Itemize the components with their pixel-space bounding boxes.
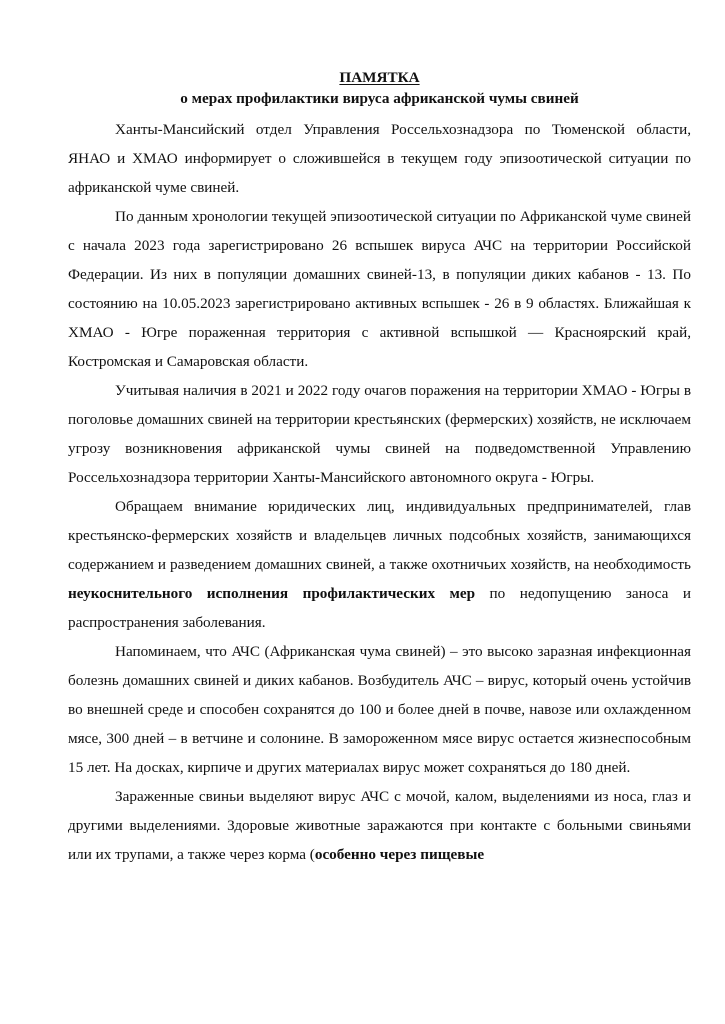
document-subtitle: о мерах профилактики вируса африканской чумы свиней [180, 90, 579, 107]
paragraph-transmission-text: Зараженные свиньи выделяют вирус АЧС с мочой, калом, выделениями из носа, глаз и другими выделениями. Здоровые животные заражаются при контакте с больными свиньями или их трупами, а также через корма ( [68, 788, 691, 863]
paragraph-transmission-emphasis: особенно через пищевые [314, 846, 485, 863]
paragraph-statistics: По данным хронологии текущей эпизоотической ситуации по Африканской чуме свиней с начала 2023 года зарегистрировано 26 вспышек вируса АЧС на территории Российской Федерации. Из них в популяции домашних свиней-13, в популяции диких кабанов - 13. По состоянию на 10.05.2023 зарегистрировано активных вспышек - 26 в 9 областях. Ближайшая к ХМАО - Югре пораженная территория с активной вспышкой — Красноярский край, Костромская и Самаровская области. [68, 208, 691, 370]
paragraph-transmission [68, 782, 691, 869]
paragraph-threat: Учитывая наличия в 2021 и 2022 году очагов поражения на территории ХМАО - Югры в поголовье домашних свиней на территории крестьянских (фермерских) хозяйств, не исключаем угрозу возникновения африканской чумы свиней на подведомственной Управлению Россельхознадзора территории Ханты-Мансийского автономного округа - Югры. [68, 382, 691, 486]
paragraph-intro: Ханты-Мансийский отдел Управления Россельхознадзора по Тюменской области, ЯНАО и ХМАО информирует о сложившейся в текущем году эпизоотической ситуации по африканской чуме свиней. [68, 121, 691, 196]
paragraph-attention-tail: по недопущению заноса и распространения заболевания. [68, 585, 691, 631]
document-title: ПАМЯТКА [339, 69, 420, 86]
paragraph-attention [68, 492, 691, 637]
paragraph-attention-text: Обращаем внимание юридических лиц, индивидуальных предпринимателей, глав крестьянско-фермерских хозяйств и владельцев личных подсобных хозяйств, занимающихся содержанием и разведением домашних свиней, а также охотничьих хозяйств, на необходимость [68, 498, 691, 573]
document-body [68, 68, 691, 869]
paragraph-disease-info: Напоминаем, что АЧС (Африканская чума свиней) – это высоко заразная инфекционная болезнь домашних свиней и диких кабанов. Возбудитель АЧС – вирус, который очень устойчив во внешней среде и способен сохранятся до 100 и более дней в почве, навозе или охлажденном мясе, 300 дней – в ветчине и солонине. В замороженном мясе вирус остается жизнеспособным 15 лет. На досках, кирпиче и других материалах вирус может сохраняться до 180 дней. [68, 643, 691, 776]
paragraph-attention-emphasis: неукоснительного исполнения профилактических мер [68, 585, 476, 602]
